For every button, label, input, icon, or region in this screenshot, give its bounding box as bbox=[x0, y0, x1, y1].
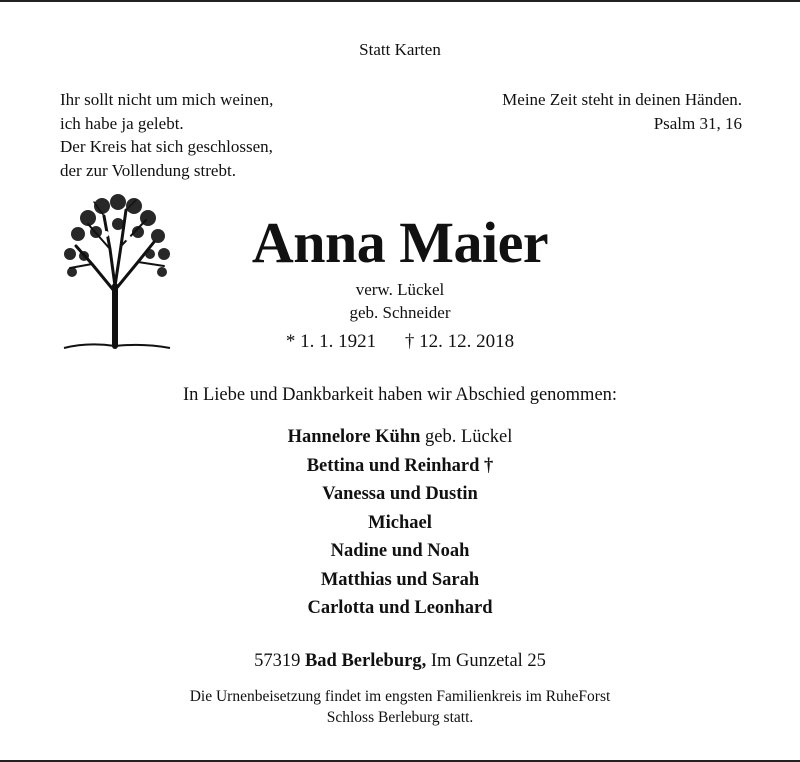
maiden-names bbox=[0, 278, 800, 324]
mourner-line bbox=[0, 537, 800, 566]
poem-line: der zur Vollendung strebt. bbox=[60, 160, 236, 180]
city: Bad Berleburg, bbox=[304, 651, 427, 671]
mourner-line bbox=[0, 423, 800, 452]
verse-reference: Psalm 31, 16 bbox=[653, 113, 742, 133]
burial-note bbox=[0, 687, 800, 728]
poem-line: ich habe ja gelebt. bbox=[60, 113, 184, 133]
death-date: † 12. 12. 2018 bbox=[404, 331, 515, 352]
mourner-name: Carlotta und Leonhard bbox=[307, 598, 493, 618]
address bbox=[0, 651, 800, 672]
mourner-line bbox=[0, 509, 800, 538]
verse-text: Meine Zeit steht in deinen Händen. bbox=[502, 90, 742, 109]
deceased-name: Anna Maier bbox=[251, 210, 549, 275]
mourner-name: Hannelore Kühn bbox=[287, 427, 421, 447]
mourner-suffix: geb. Lückel bbox=[420, 427, 513, 447]
life-dates bbox=[0, 331, 800, 353]
street: Im Gunzetal 25 bbox=[430, 651, 546, 671]
birth-date: * 1. 1. 1921 bbox=[285, 331, 377, 352]
birth-name: geb. Schneider bbox=[349, 303, 451, 322]
burial-note-line: Schloss Berleburg statt. bbox=[326, 708, 474, 726]
widowed-name: verw. Lückel bbox=[355, 280, 445, 299]
poem-line: Ihr sollt nicht um mich weinen, bbox=[60, 90, 274, 109]
mourner-line bbox=[0, 594, 800, 623]
mourner-line bbox=[0, 452, 800, 481]
farewell-text: In Liebe und Dankbarkeit haben wir Abschied genommen: bbox=[182, 385, 618, 405]
postal-code: 57319 bbox=[254, 651, 301, 671]
mourner-name: Matthias und Sarah bbox=[320, 569, 480, 590]
mourner-name: Bettina und Reinhard † bbox=[306, 455, 494, 476]
mourners-list bbox=[0, 423, 800, 623]
poem bbox=[60, 88, 273, 182]
statt-karten-heading: Statt Karten bbox=[359, 40, 441, 59]
mourner-name: Vanessa und Dustin bbox=[322, 484, 478, 504]
mourner-name: Nadine und Noah bbox=[330, 541, 470, 561]
mourner-line bbox=[0, 566, 800, 595]
bible-verse bbox=[502, 88, 742, 135]
burial-note-line: Die Urnenbeisetzung findet im engsten Familienkreis im RuheForst bbox=[189, 688, 611, 705]
mourner-line bbox=[0, 480, 800, 509]
mourner-name: Michael bbox=[368, 512, 432, 533]
poem-line: Der Kreis hat sich geschlossen, bbox=[60, 137, 273, 156]
